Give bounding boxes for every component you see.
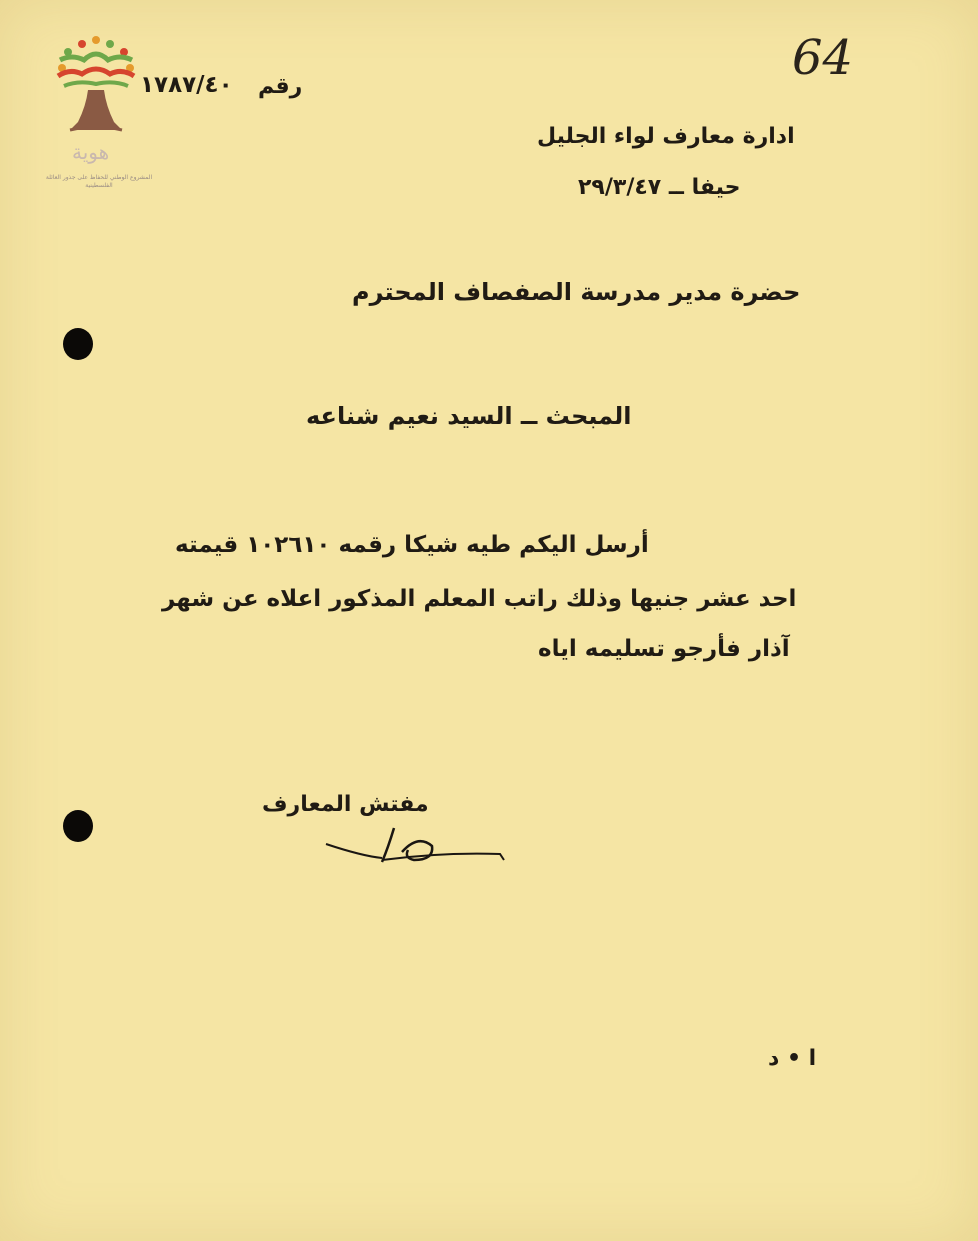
subject-line: المبحث ــ السيد نعيم شناعه (306, 402, 632, 430)
punch-hole-top (63, 328, 93, 360)
sender-place-date: حيفا ــ ٢٩/٣/٤٧ (578, 175, 741, 200)
addressee-line: حضرة مدير مدرسة الصفصاف المحترم (352, 278, 801, 306)
reference-number: ١٧٨٧/٤٠ (140, 72, 233, 98)
body-line-3: آذار فأرجو تسليمه اياه (538, 636, 790, 662)
handwritten-signature (322, 822, 512, 882)
punch-hole-bottom (63, 810, 93, 842)
logo-tagline: المشروع الوطني للحفاظ على جذور العائلة الفلسطينية (45, 174, 153, 189)
footer-initials: ا • د (768, 1046, 817, 1071)
logo-wordmark: هوية (72, 140, 110, 164)
body-line-2: احد عشر جنيها وذلك راتب المعلم المذكور اعلاه عن شهر (162, 586, 797, 612)
closing-title: مفتش المعارف (262, 792, 429, 817)
sender-department: ادارة معارف لواء الجليل (537, 124, 795, 149)
reference-label: رقم (258, 74, 303, 99)
body-line-1: أرسل اليكم طيه شيكا رقمه ١٠٢٦١٠ قيمته (175, 532, 649, 558)
page-number: 64 (792, 30, 854, 86)
